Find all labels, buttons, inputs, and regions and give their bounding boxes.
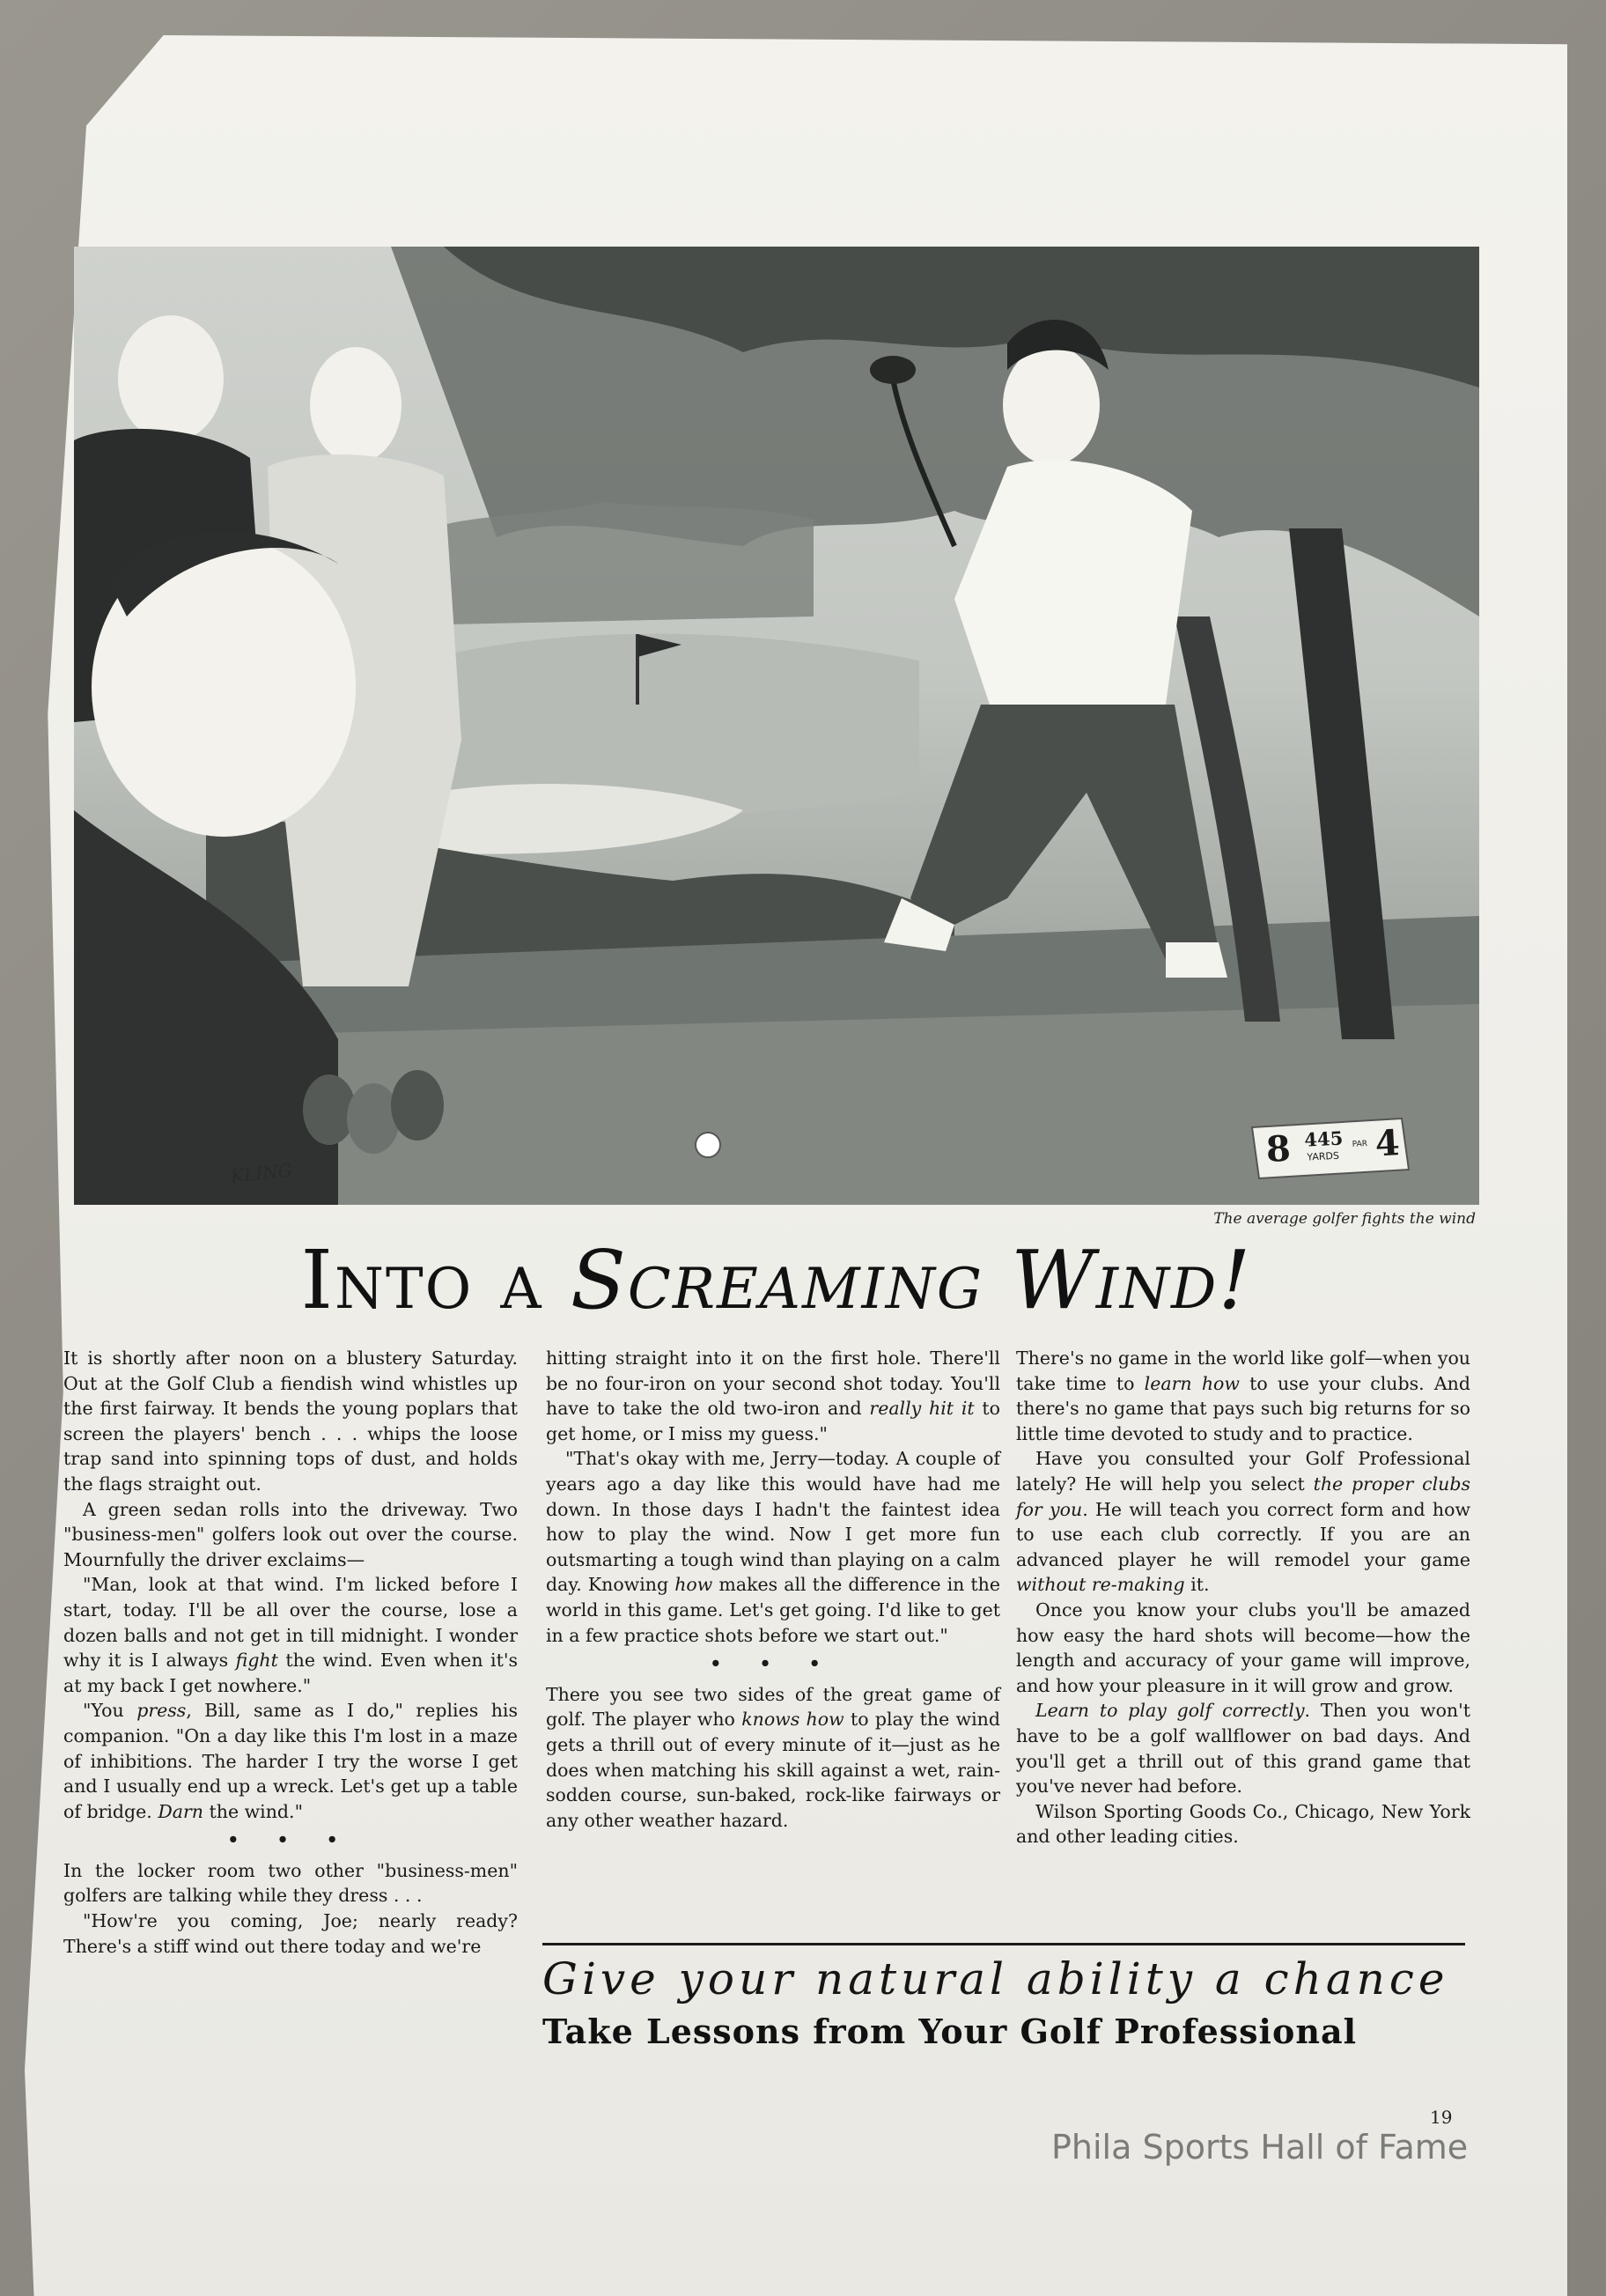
col3-p1-emphasis: learn how bbox=[1144, 1372, 1240, 1394]
col1-paragraph-5: In the locker room two other "business-men" golfers are talking while they dress . . . bbox=[63, 1859, 518, 1907]
col1-p3-text-a: "Man, look at that wind. I'm licked before I start, today. I'll be all over the course, lose a dozen balls and not get in till midnight. I wonder why it is I always bbox=[63, 1574, 518, 1672]
col2-section-break: • • • bbox=[710, 1653, 836, 1675]
col3-paragraph-4 bbox=[1016, 1698, 1470, 1798]
col2-p1-text-c: to get home, or I miss my guess." bbox=[546, 1398, 1000, 1444]
col2-p3-text-c: to play the wind gets a thrill out of every minute of it—just as he does when matching his skill against a wet, rain-sodden course, sun-baked, rock-like fairways or any other weather hazard. bbox=[546, 1709, 1000, 1831]
col2-paragraph-3 bbox=[546, 1682, 1000, 1834]
col2-p2-emphasis: how bbox=[674, 1574, 713, 1596]
col3-paragraph-2 bbox=[1016, 1446, 1470, 1598]
col1-paragraph-4 bbox=[63, 1698, 518, 1824]
col1-p4-text-c: , Bill, same as I do," replies his companion. "On a day like this I'm lost in a maze of inhibitions. The harder I try the worse I get and I usually end up a wreck. Let's get up a table of bridge. bbox=[63, 1700, 519, 1822]
col1-p4-emphasis-1: press bbox=[136, 1700, 187, 1722]
headline-plain: Into a bbox=[300, 1233, 571, 1327]
headline-italic: Screaming Wind! bbox=[570, 1233, 1253, 1327]
col3-p1-text-c: to use your clubs. And there's no game that pays such big returns for so little time devoted to study and to practice. bbox=[1016, 1372, 1470, 1444]
body-column-3 bbox=[1016, 1346, 1470, 1849]
col2-p1-text-a: hitting straight into it on the first hole. There'll be no four-iron on your second shot today. You'll have to take the old two-iron and bbox=[546, 1347, 1000, 1420]
col1-p3-emphasis: fight bbox=[235, 1650, 278, 1672]
tee-marker-par: 4 bbox=[1374, 1122, 1401, 1165]
col1-paragraph-3 bbox=[63, 1572, 518, 1698]
tee-marker-par-label: PAR bbox=[1352, 1140, 1368, 1149]
tagline-divider bbox=[542, 1943, 1465, 1945]
col3-paragraph-5: Wilson Sporting Goods Co., Chicago, New York and other leading cities. bbox=[1016, 1800, 1470, 1848]
col3-p2-text-c: . He will teach you correct form and how to use each club correctly. If you are an advanced player he will remodel your game bbox=[1016, 1498, 1471, 1570]
col3-p2-text-a: Have you consulted your Golf Professional lately? He will help you select bbox=[1016, 1448, 1470, 1495]
col3-p2-emphasis-1: the proper clubs for you bbox=[1016, 1473, 1470, 1520]
col2-paragraph-2 bbox=[546, 1446, 1000, 1648]
watermark-text: Phila Sports Hall of Fame bbox=[1051, 2128, 1469, 2167]
tee-marker-yards: 445 bbox=[1303, 1126, 1344, 1151]
col1-p4-text-e: the wind." bbox=[203, 1800, 303, 1822]
col3-p2-text-e: it. bbox=[1184, 1574, 1210, 1596]
col1-p4-emphasis-2: Darn bbox=[158, 1800, 204, 1822]
col2-p3-emphasis: knows how bbox=[741, 1709, 844, 1731]
sub-tagline: Take Lessons from Your Golf Professional bbox=[542, 2012, 1358, 2051]
body-column-1 bbox=[63, 1346, 518, 1959]
col2-p2-text-c: makes all the difference in the world in this game. Let's get going. I'd like to get in a few practice shots before we start out." bbox=[546, 1574, 1000, 1646]
col1-paragraph-2: A green sedan rolls into the driveway. Two "business-men" golfers look out over the course. Mournfully the driver exclaims— bbox=[63, 1498, 518, 1570]
headline bbox=[74, 1233, 1479, 1327]
col2-p1-emphasis: really hit it bbox=[869, 1398, 975, 1420]
tee-marker bbox=[1258, 1120, 1411, 1179]
col3-p4-emphasis: Learn to play golf correctly bbox=[1035, 1700, 1305, 1722]
tee-marker-yards-label: YARDS bbox=[1307, 1149, 1340, 1163]
col2-paragraph-1 bbox=[546, 1346, 1000, 1446]
artist-signature: KLING bbox=[229, 1159, 293, 1187]
col1-paragraph-6: "How're you coming, Joe; nearly ready? There's a stiff wind out there today and we're bbox=[63, 1910, 518, 1957]
page-number: 19 bbox=[1430, 2107, 1453, 2128]
col3-p4-text-b: . Then you won't have to be a golf wallflower on bad days. And you'll get a thrill out of this grand game that you've never had before. bbox=[1016, 1700, 1470, 1798]
col1-section-break: • • • bbox=[227, 1829, 354, 1851]
tee-marker-hole: 8 bbox=[1264, 1127, 1292, 1171]
col1-p4-text-a: "You bbox=[83, 1700, 137, 1722]
illustration-artwork bbox=[74, 247, 1479, 1205]
illustration-caption: The average golfer fights the wind bbox=[1213, 1210, 1476, 1228]
golf-illustration bbox=[74, 247, 1479, 1205]
col3-paragraph-3: Once you know your clubs you'll be amazed how easy the hard shots will become—how the length and accuracy of your game will improve, and how your pleasure in it will grow and grow. bbox=[1016, 1598, 1470, 1696]
body-column-2 bbox=[546, 1346, 1000, 1833]
col1-paragraph-1: It is shortly after noon on a blustery Saturday. Out at the Golf Club a fiendish wind whistles up the first fairway. It bends the young poplars that screen the players' bench . . . whips the loose trap sand into spinning tops of dust, and holds the flags straight out. bbox=[63, 1347, 518, 1495]
col3-p2-emphasis-2: without re-making bbox=[1016, 1574, 1185, 1596]
col2-p2-text-a: "That's okay with me, Jerry—today. A couple of years ago a day like this would have had me down. In those days I hadn't the faintest idea how to play the wind. Now I get more fun outsmarting a tough wind than playing on a calm day. Knowing bbox=[546, 1448, 1000, 1596]
col2-p3-text-a: There you see two sides of the great game of golf. The player who bbox=[546, 1683, 1000, 1731]
col3-p1-text-a: There's no game in the world like golf—when you take time to bbox=[1016, 1347, 1470, 1394]
col3-paragraph-1 bbox=[1016, 1346, 1470, 1446]
tagline: Give your natural ability a chance bbox=[542, 1953, 1449, 2004]
col1-p3-text-c: the wind. Even when it's at my back I get nowhere." bbox=[63, 1650, 519, 1696]
